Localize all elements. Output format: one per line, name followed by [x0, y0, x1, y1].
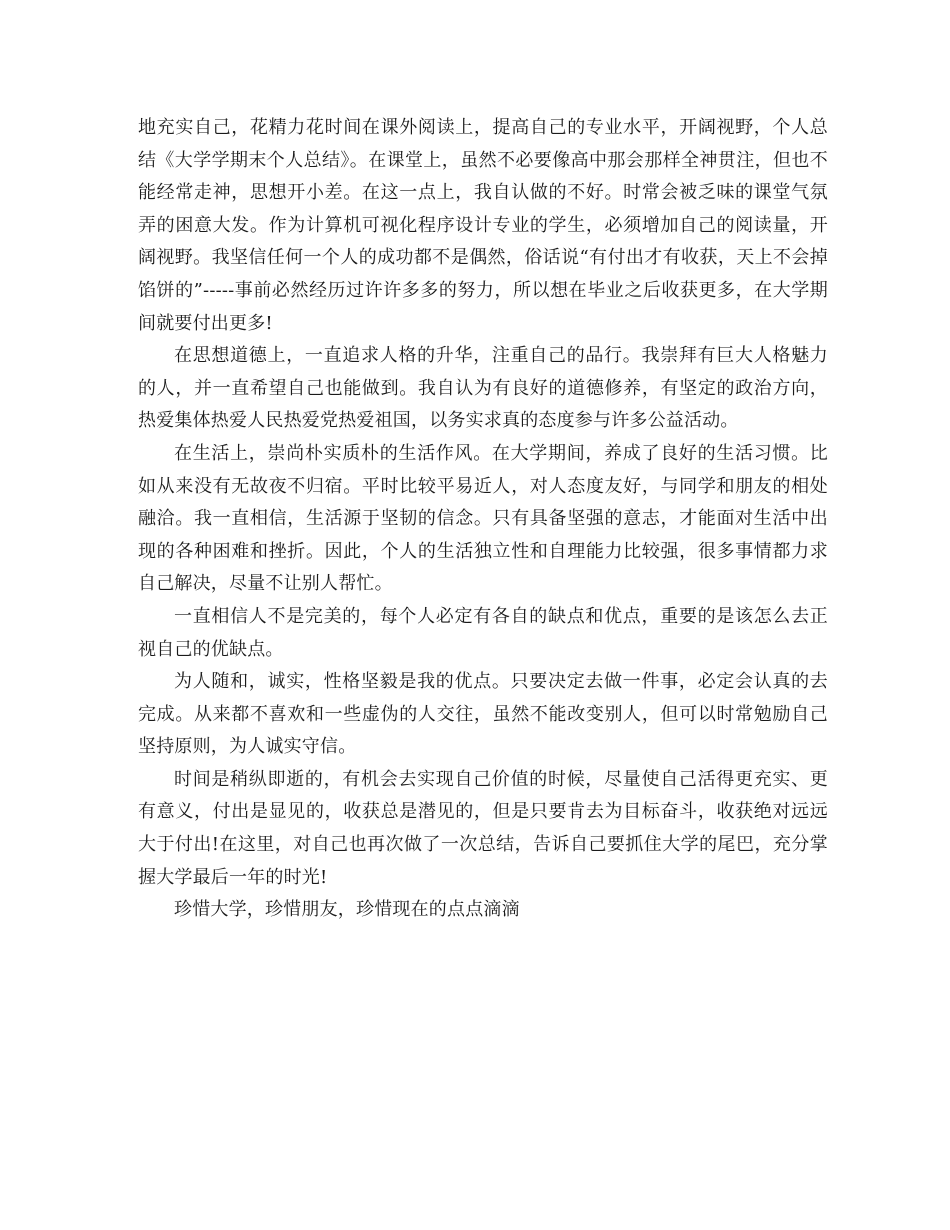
paragraph-3: 在生活上，崇尚朴实质朴的生活作风。在大学期间，养成了良好的生活习惯。比如从来没有无故夜不归宿。平时比较平易近人，对人态度友好，与同学和朋友的相处融洽。我一直相信，生活源于坚韧的信念。只有具备坚强的意志，才能面对生活中出现的各种困难和挫折。因此，个人的生活独立性和自理能力比较强，很多事情都力求自己解决，尽量不让别人帮忙。 — [138, 442, 828, 595]
paragraph-6: 时间是稍纵即逝的，有机会去实现自己价值的时候，尽量使自己活得更充实、更有意义，付出是显见的，收获总是潜见的，但是只要肯去为目标奋斗，收获绝对远远大于付出!在这里，对自己也再次做了一次总结，告诉自己要抓住大学的尾巴，充分掌握大学最后一年的时光! — [138, 768, 828, 888]
paragraph-5: 为人随和，诚实，性格坚毅是我的优点。只要决定去做一件事，必定会认真的去完成。从来都不喜欢和一些虚伪的人交往，虽然不能改变别人，但可以时常勉励自己坚持原则，为人诚实守信。 — [138, 671, 828, 758]
paragraph-1: 地充实自己，花精力花时间在课外阅读上，提高自己的专业水平，开阔视野，个人总结《大学学期末个人总结》。在课堂上，虽然不必要像高中那会那样全神贯注，但也不能经常走神，思想开小差。在这一点上，我自认做的不好。时常会被乏味的课堂气氛弄的困意大发。作为计算机可视化程序设计专业的学生，必须增加自己的阅读量，开阔视野。我坚信任何一个人的成功都不是偶然，俗话说“有付出才有收获，天上不会掉馅饼的”-----事前必然经历过许许多多的努力，所以想在毕业之后收获更多，在大学期间就要付出更多! — [138, 117, 828, 334]
paragraph-4: 一直相信人不是完美的，每个人必定有各自的缺点和优点，重要的是该怎么去正视自己的优缺点。 — [138, 605, 828, 660]
paragraph-7: 珍惜大学，珍惜朋友，珍惜现在的点点滴滴 — [174, 899, 520, 921]
paragraph-2: 在思想道德上，一直追求人格的升华，注重自己的品行。我崇拜有巨大人格魅力的人，并一直希望自己也能做到。我自认为有良好的道德修养，有坚定的政治方向，热爱集体热爱人民热爱党热爱祖国，以务实求真的态度参与许多公益活动。 — [138, 345, 828, 432]
document-body — [138, 112, 828, 927]
